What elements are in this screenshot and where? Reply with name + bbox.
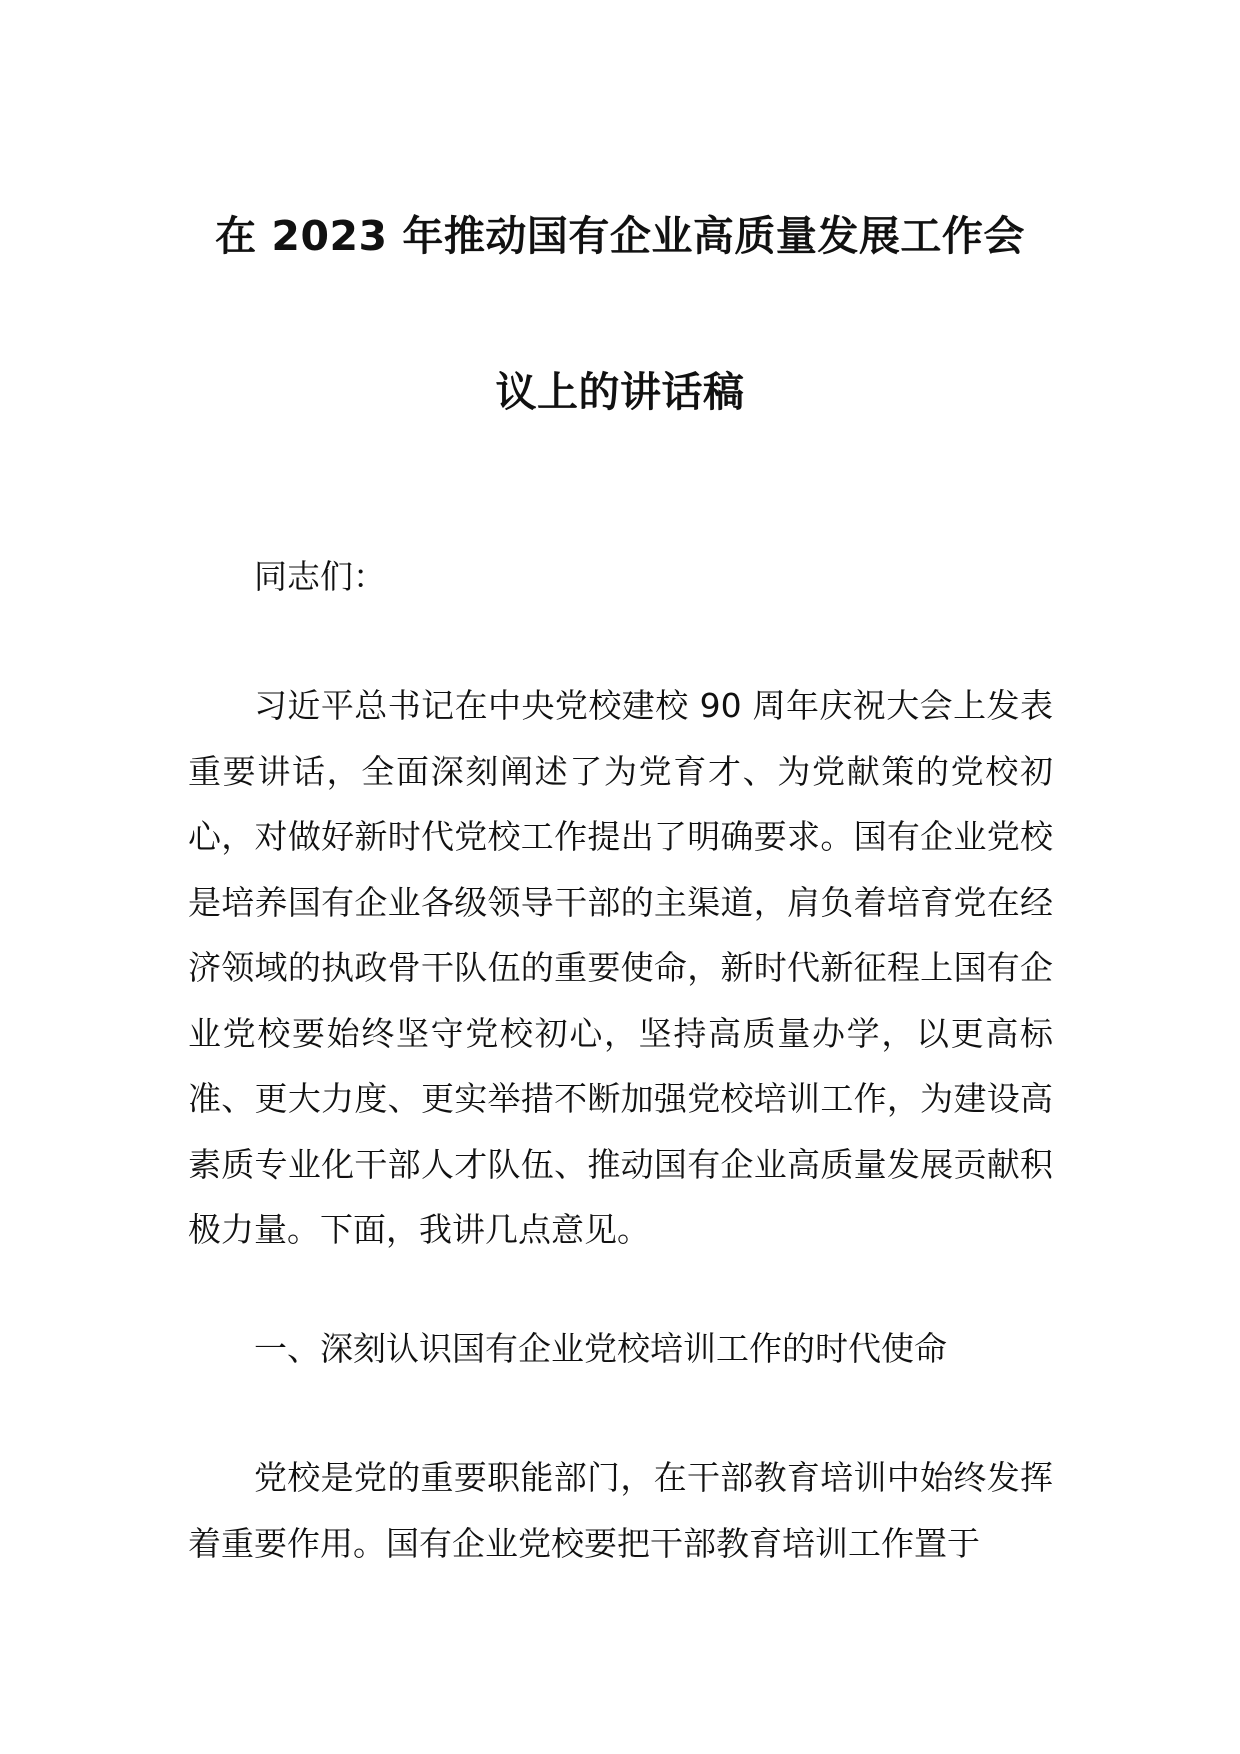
paragraph-1: 习近平总书记在中央党校建校 90 周年庆祝大会上发表重要讲话，全面深刻阐述了为党育才、为党献策的党校初心，对做好新时代党校工作提出了明确要求。国有企业党校是培养国有企业各级领导干部的主渠道，肩负着培育党在经济领域的执政骨干队伍的重要使命，新时代新征程上国有企业党校要始终坚守党校初心，坚持高质量办学，以更高标准、更大力度、更实举措不断加强党校培训工作，为建设高素质专业化干部人才队伍、推动国有企业高质量发展贡献积极力量。下面，我讲几点意见。 <box>188 686 1053 1249</box>
greeting: 同志们： <box>254 557 386 596</box>
document-title-line-2: 议上的讲话稿 <box>495 368 745 416</box>
paragraph-2: 党校是党的重要职能部门，在干部教育培训中始终发挥着重要作用。国有企业党校要把干部教育培训工作置于 <box>188 1458 1053 1563</box>
section-heading-1: 一、深刻认识国有企业党校培训工作的时代使命 <box>254 1329 947 1368</box>
document-title-line-1: 在 2023 年推动国有企业高质量发展工作会 <box>215 212 1025 260</box>
